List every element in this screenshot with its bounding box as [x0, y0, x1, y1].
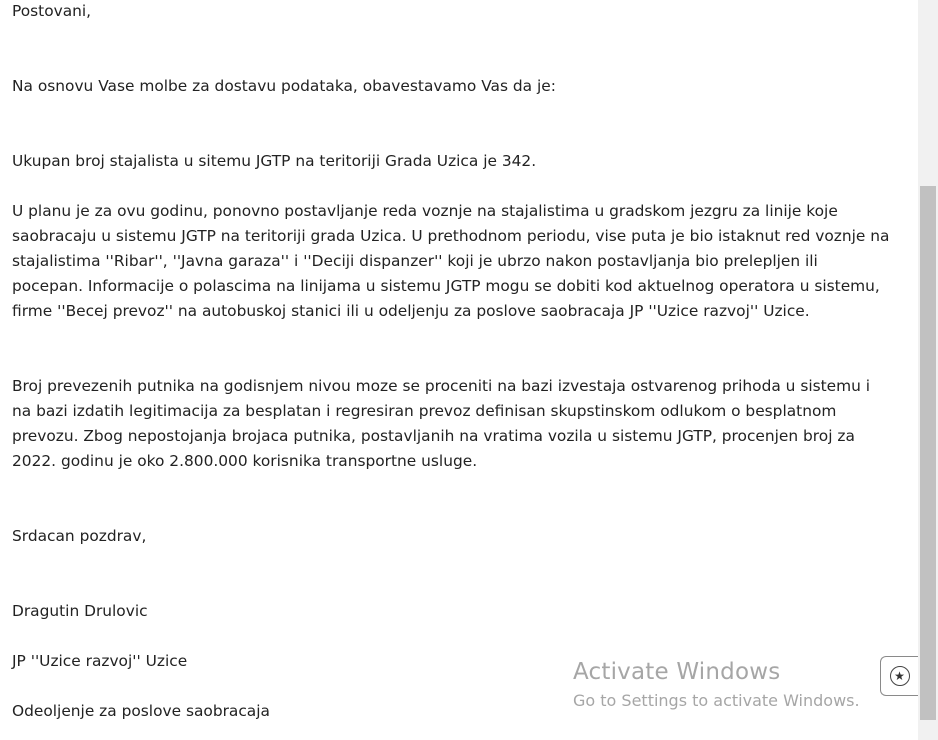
paragraph-stop-count: Ukupan broj stajalista u sitemu JGTP na teritoriji Grada Uzica je 342.: [12, 152, 537, 170]
watermark-subtitle: Go to Settings to activate Windows.: [573, 691, 860, 710]
signature-organization: JP ''Uzice razvoj'' Uzice: [12, 652, 188, 670]
signature-name: Dragutin Drulovic: [12, 602, 148, 620]
bookmark-button[interactable]: [880, 656, 918, 696]
activate-windows-watermark: [573, 656, 860, 713]
paragraph-passengers: Broj prevezenih putnika na godisnjem nivou moze se proceniti na bazi izvestaja ostvarenog prihoda u sistemu i na bazi izdatih legitimacija za besplatan i regresiran prevoz definisan skupstinskom odlukom o besplatnom prevozu. Zbog nepostojanja brojaca putnika, postavljanih na vratima vozila u sistemu JGTP, procenjen broj za 2022. godinu je oko 2.800.000 korisnika transportne usluge.: [12, 377, 871, 470]
star-bookmark-icon: ★: [890, 666, 910, 686]
signature-department: Odeoljenje za poslove saobracaja: [12, 702, 270, 720]
greeting-text: Postovani,: [12, 2, 92, 20]
watermark-title: Activate Windows: [573, 659, 781, 685]
scrollbar-thumb[interactable]: [920, 186, 936, 720]
intro-text: Na osnovu Vase molbe za dostavu podataka, obavestavamo Vas da je:: [12, 77, 556, 95]
closing-text: Srdacan pozdrav,: [12, 527, 147, 545]
vertical-scrollbar[interactable]: [918, 0, 938, 740]
paragraph-timetable: U planu je za ovu godinu, ponovno postavljanje reda voznje na stajalistima u gradskom jezgru za linije koje saobracaju u sistemu JGTP na teritoriji grada Uzica. U prethodnom periodu, vise puta je bio istaknut red voznje na stajalistima ''Ribar'', ''Javna garaza'' i ''Deciji dispanzer'' koji je ubrzo nakon postavljanja bio prelepljen ili pocepan. Informacije o polascima na linijama u sistemu JGTP mogu se dobiti kod aktuelnog operatora u sistemu, firme ''Becej prevoz'' na autobuskoj stanici ili u odeljenju za poslove saobracaja JP ''Uzice razvoj'' Uzice.: [12, 202, 890, 320]
